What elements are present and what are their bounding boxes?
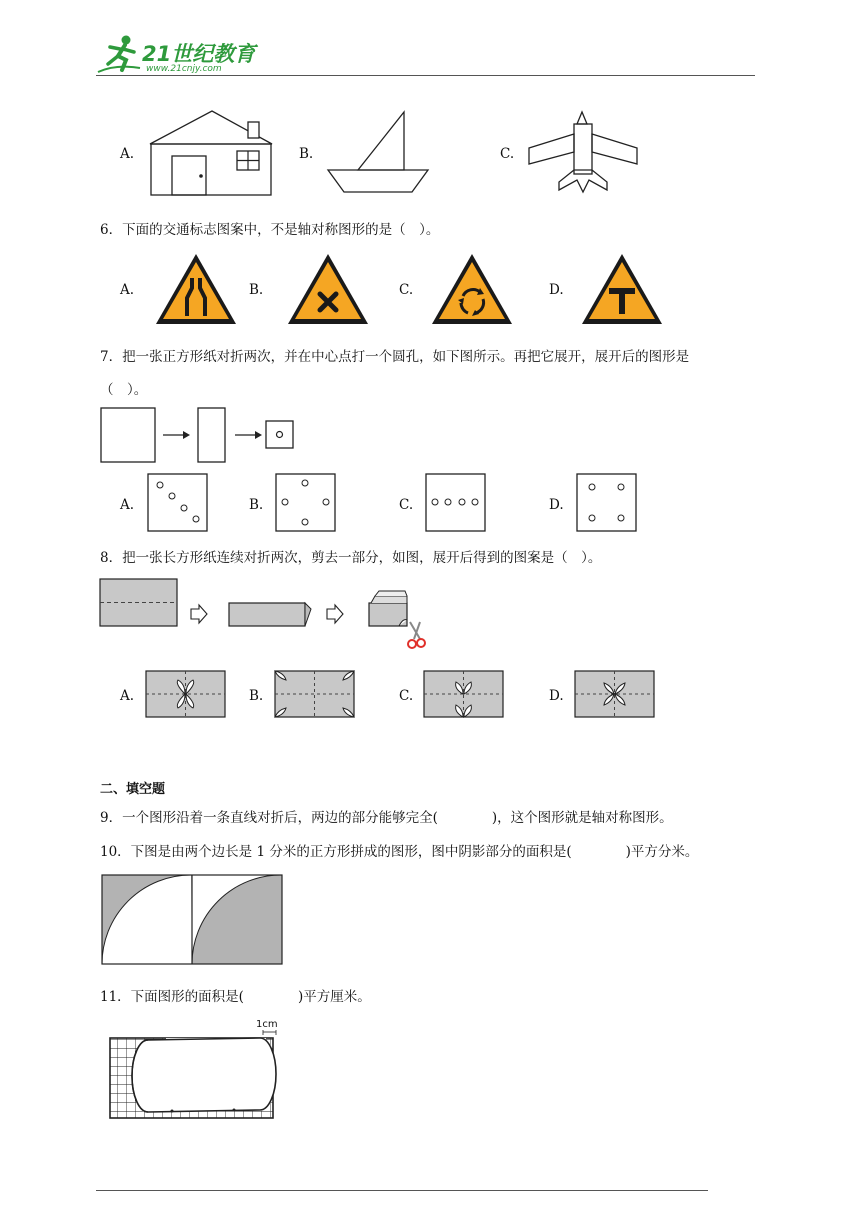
house-figure bbox=[150, 111, 274, 197]
q7-option-b-figure bbox=[275, 473, 337, 533]
q10-figure bbox=[101, 874, 285, 966]
roundabout-sign-icon bbox=[430, 252, 514, 326]
fold-sequence-diagram bbox=[100, 406, 300, 466]
q11-question: 11．下面图形的面积是( )平方厘米。 bbox=[100, 989, 371, 1005]
q7-option-d-figure bbox=[576, 473, 638, 533]
q8-option-c-label: C. bbox=[399, 688, 414, 704]
q6-option-b-label: B. bbox=[249, 282, 264, 298]
q7-option-c-figure bbox=[425, 473, 487, 533]
q6-option-a-label: A. bbox=[120, 282, 135, 298]
q5-option-c-label: C. bbox=[500, 146, 515, 162]
q6-option-c-label: C. bbox=[399, 282, 414, 298]
sailboat-figure bbox=[326, 110, 430, 194]
q8-question: 8．把一张长方形纸连续对折两次，剪去一部分，如图，展开后得到的图案是（ ）。 bbox=[100, 550, 602, 566]
crossroad-sign-icon bbox=[286, 252, 370, 326]
q5-option-b-label: B. bbox=[299, 146, 314, 162]
q11-unit-label: 1cm bbox=[256, 1019, 278, 1030]
q10-question: 10．下图是由两个边长是 1 分米的正方形拼成的图形，图中阴影部分的面积是( )平方分米。 bbox=[100, 844, 699, 860]
narrow-road-sign-icon bbox=[154, 252, 238, 326]
q7-question-line1: 7．把一张正方形纸对折两次，并在中心点打一个圆孔，如下图所示。再把它展开，展开后的图形是 bbox=[100, 349, 690, 365]
q8-option-b-label: B. bbox=[249, 688, 264, 704]
q7-option-d-label: D. bbox=[549, 497, 564, 513]
airplane-figure bbox=[527, 110, 639, 196]
section-title: 二、填空题 bbox=[100, 782, 166, 797]
q6-question: 6．下面的交通标志图案中，不是轴对称图形的是（ ）。 bbox=[100, 222, 440, 238]
header bbox=[96, 34, 296, 76]
q7-option-b-label: B. bbox=[249, 497, 264, 513]
logo-text: 21世纪教育 bbox=[142, 42, 256, 66]
q7-question-line2: （ ）。 bbox=[100, 382, 148, 398]
q8-option-c-figure bbox=[423, 670, 505, 720]
q5-option-a-label: A. bbox=[120, 146, 135, 162]
q6-option-d-label: D. bbox=[549, 282, 564, 298]
q8-option-d-figure bbox=[574, 670, 656, 720]
t-junction-sign-icon bbox=[580, 252, 664, 326]
logo-runner-icon bbox=[96, 34, 142, 74]
q9-question: 9．一个图形沿着一条直线对折后，两边的部分能够完全( )，这个图形就是轴对称图形。 bbox=[100, 810, 673, 826]
q8-option-a-figure bbox=[145, 670, 227, 720]
q11-grid-figure bbox=[108, 1030, 284, 1126]
q8-option-b-figure bbox=[274, 670, 356, 720]
q7-option-c-label: C. bbox=[399, 497, 414, 513]
logo-url: www.21cnjy.com bbox=[146, 64, 222, 74]
footer-rule bbox=[96, 1190, 708, 1191]
paper-fold-cut-diagram bbox=[99, 578, 439, 654]
q7-option-a-label: A. bbox=[120, 497, 135, 513]
header-rule bbox=[96, 75, 755, 76]
q8-option-a-label: A. bbox=[120, 688, 135, 704]
q8-option-d-label: D. bbox=[549, 688, 564, 704]
q7-option-a-figure bbox=[147, 473, 209, 533]
